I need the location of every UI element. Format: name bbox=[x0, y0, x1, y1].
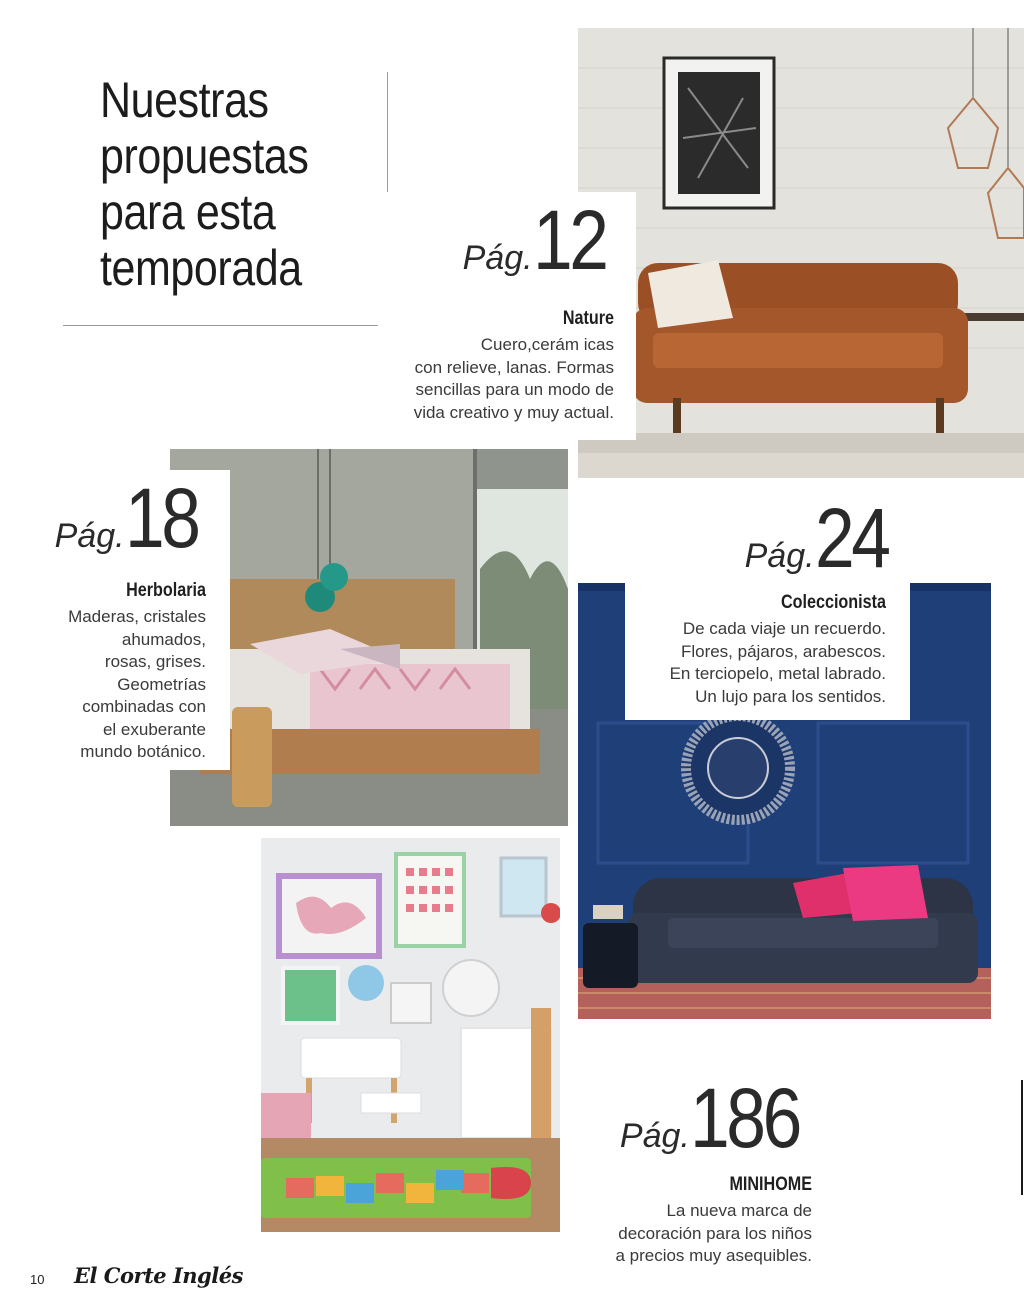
pag-label: Pág. bbox=[744, 537, 815, 575]
description-line: sencillas para un modo de bbox=[415, 380, 614, 399]
description-line: Maderas, cristales bbox=[68, 607, 206, 626]
description-line: el exuberante bbox=[102, 719, 206, 739]
description-line: decoración para los niños bbox=[618, 1223, 812, 1243]
caption-nature bbox=[378, 192, 636, 440]
page-number: 18 bbox=[124, 471, 198, 565]
description-line: Un lujo para los sentidos. bbox=[695, 686, 886, 706]
caption-coleccionista bbox=[625, 480, 910, 720]
section-name: Coleccionista bbox=[780, 592, 886, 613]
section-description bbox=[26, 606, 206, 764]
photo-nature-living-room bbox=[578, 28, 1024, 478]
page-title bbox=[100, 72, 390, 296]
section-name: MINIHOME bbox=[729, 1174, 812, 1195]
page-reference bbox=[463, 192, 618, 289]
page-reference bbox=[620, 1070, 818, 1167]
section-description bbox=[626, 618, 886, 708]
page-number: 12 bbox=[532, 193, 606, 287]
pag-label: Pág. bbox=[462, 239, 533, 277]
caption-herbolaria bbox=[30, 470, 230, 770]
title-divider-horizontal bbox=[63, 325, 388, 326]
pag-label: Pág. bbox=[619, 1117, 690, 1155]
description-line: a precios muy asequibles. bbox=[615, 1246, 812, 1265]
description-line: mundo botánico. bbox=[80, 742, 206, 761]
page-number: 24 bbox=[814, 491, 888, 585]
description-line: En terciopelo, metal labrado. bbox=[669, 664, 886, 683]
caption-minihome bbox=[560, 1070, 830, 1275]
description-line: De cada viaje un recuerdo. bbox=[682, 619, 886, 638]
section-name: Herbolaria bbox=[126, 580, 206, 601]
description-line: vida creativo y muy actual. bbox=[413, 402, 614, 422]
brand-logo: El Corte Inglés bbox=[74, 1263, 243, 1288]
section-description bbox=[374, 334, 614, 424]
title-line: propuestas bbox=[100, 128, 309, 184]
title-line: Nuestras bbox=[100, 72, 269, 128]
title-line: para esta bbox=[100, 184, 276, 240]
description-line: Cuero,cerám icas bbox=[480, 335, 614, 354]
page-number-footer: 10 bbox=[30, 1272, 45, 1287]
section-name: Nature bbox=[562, 308, 614, 329]
description-line: con relieve, lanas. Formas bbox=[414, 357, 614, 377]
description-line: combinadas con bbox=[82, 697, 206, 716]
section-description bbox=[562, 1200, 812, 1268]
description-line: rosas, grises. bbox=[104, 652, 206, 671]
description-line: Flores, pájaros, arabescos. bbox=[680, 641, 886, 661]
pag-label: Pág. bbox=[54, 517, 125, 555]
description-line: La nueva marca de bbox=[666, 1201, 812, 1220]
description-line: ahumados, bbox=[121, 629, 206, 649]
description-line: Geometrías bbox=[117, 674, 206, 694]
title-line: temporada bbox=[100, 240, 302, 296]
page-reference bbox=[55, 470, 210, 567]
photo-minihome-kids-room bbox=[261, 838, 560, 1232]
page-number: 186 bbox=[689, 1071, 799, 1165]
page-reference bbox=[745, 490, 900, 587]
edge-rule bbox=[1021, 1080, 1023, 1195]
